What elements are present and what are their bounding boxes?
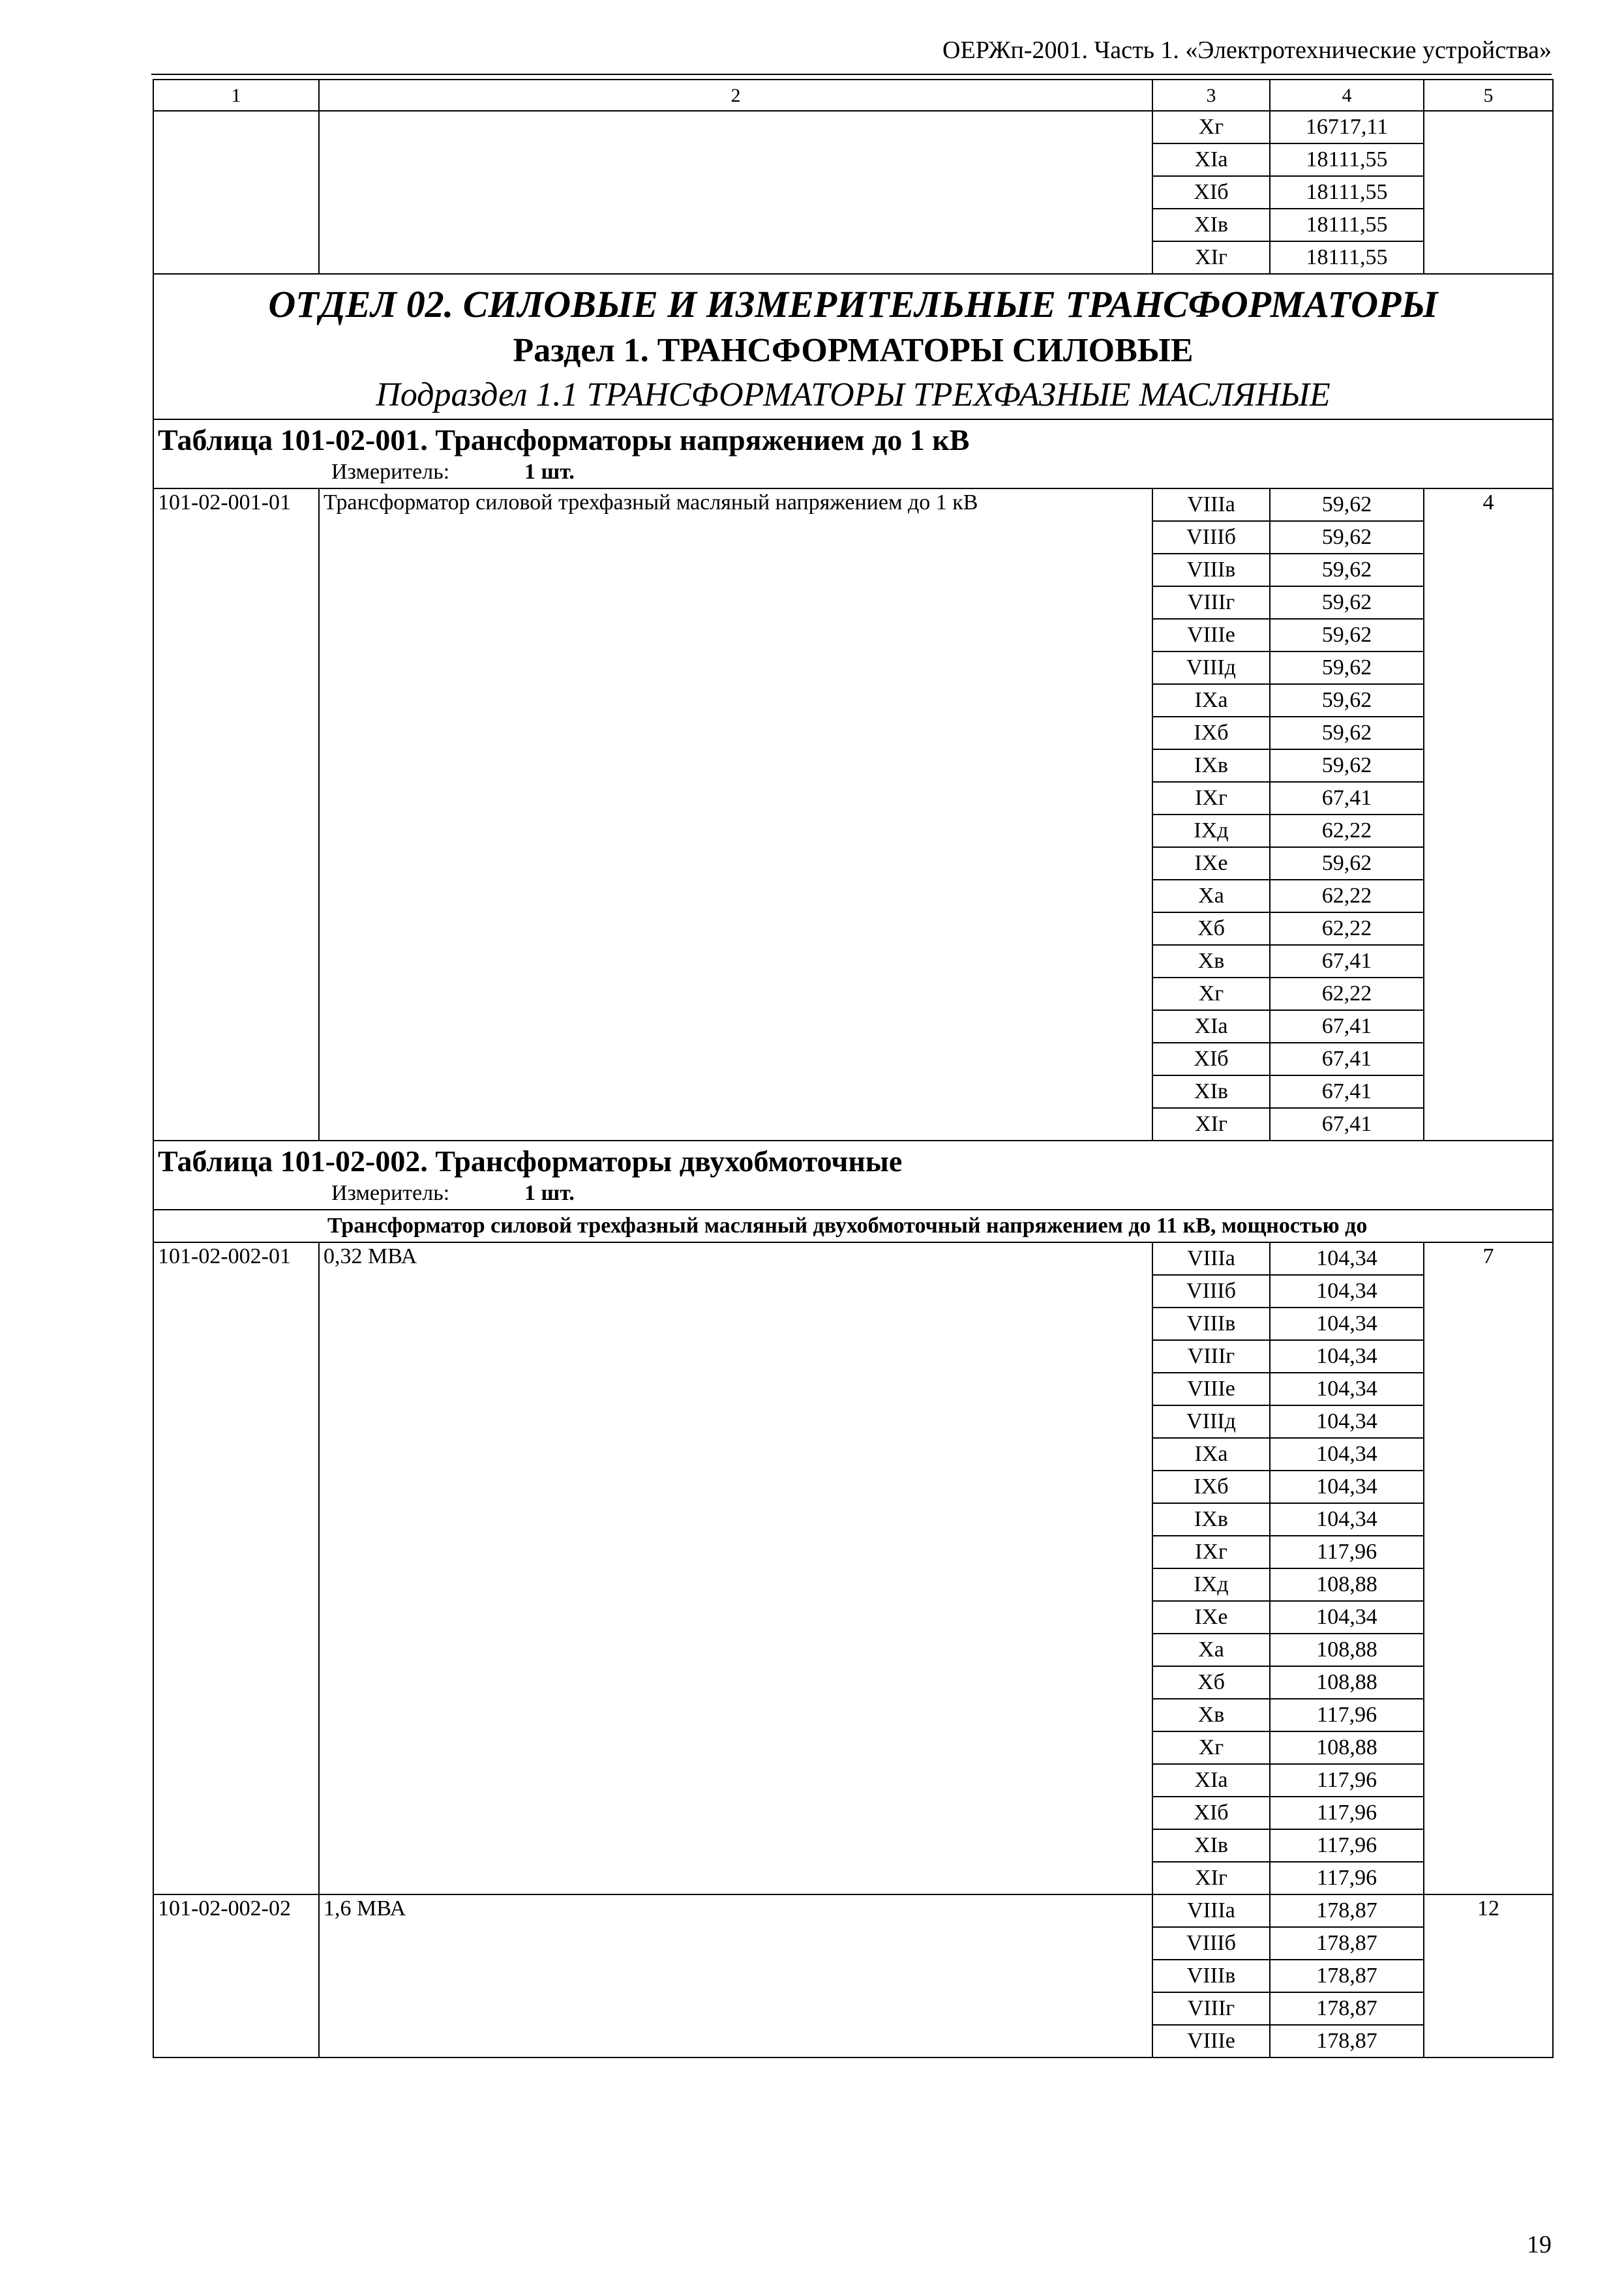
zone-cell: IXв — [1152, 749, 1270, 782]
value-cell: 117,96 — [1270, 1764, 1424, 1797]
value-cell: 59,62 — [1270, 586, 1424, 619]
value-cell: 104,34 — [1270, 1503, 1424, 1536]
value-cell: 18111,55 — [1270, 176, 1424, 209]
zone-cell: VIIIа — [1152, 1242, 1270, 1275]
zone-cell: VIIIд — [1152, 651, 1270, 684]
zone-cell: VIIIб — [1152, 521, 1270, 554]
subsection-title: Подраздел 1.1 ТРАНСФОРМАТОРЫ ТРЕХФАЗНЫЕ МАСЛЯНЫЕ — [376, 376, 1331, 413]
item-code: 101-02-002-02 — [153, 1894, 319, 2057]
zone-cell: VIIIд — [1152, 1405, 1270, 1438]
zone-cell: Xа — [1152, 880, 1270, 912]
measure-line — [158, 456, 1548, 488]
column-number: 5 — [1424, 80, 1553, 111]
zone-cell: Xб — [1152, 1666, 1270, 1699]
value-cell: 104,34 — [1270, 1373, 1424, 1405]
item-description: 0,32 МВА — [319, 1242, 1152, 1894]
zone-cell: XIа — [1152, 143, 1270, 176]
zone-cell: VIIIг — [1152, 586, 1270, 619]
value-cell: 67,41 — [1270, 945, 1424, 978]
value-cell: 59,62 — [1270, 847, 1424, 880]
zone-cell: VIIIг — [1152, 1340, 1270, 1373]
column-number: 3 — [1152, 80, 1270, 111]
value-cell: 67,41 — [1270, 1108, 1424, 1141]
table-row — [153, 1894, 1553, 1927]
zone-cell: VIIIа — [1152, 1894, 1270, 1927]
value-cell: 59,62 — [1270, 717, 1424, 749]
zone-cell: XIб — [1152, 176, 1270, 209]
zone-cell: IXд — [1152, 1568, 1270, 1601]
zone-cell: VIIIе — [1152, 1373, 1270, 1405]
zone-cell: VIIIв — [1152, 1308, 1270, 1340]
value-cell: 59,62 — [1270, 521, 1424, 554]
zone-cell: VIIIе — [1152, 619, 1270, 651]
item-code: 101-02-002-01 — [153, 1242, 319, 1894]
measure-label: Измеритель: — [331, 1181, 450, 1206]
zone-cell: IXб — [1152, 1471, 1270, 1503]
zone-cell: Xа — [1152, 1634, 1270, 1666]
zone-cell: IXб — [1152, 717, 1270, 749]
table-title-cell — [153, 419, 1553, 488]
value-cell: 108,88 — [1270, 1666, 1424, 1699]
description-cell-empty — [319, 111, 1152, 274]
table-row — [153, 1242, 1553, 1275]
zone-cell: IXе — [1152, 1601, 1270, 1634]
value-cell: 178,87 — [1270, 1894, 1424, 1927]
measure-value: 1 шт. — [524, 1181, 575, 1206]
zone-cell: XIв — [1152, 1075, 1270, 1108]
group-header-row — [153, 1210, 1553, 1242]
zone-cell: XIа — [1152, 1010, 1270, 1043]
table-title-row — [153, 419, 1553, 488]
zone-cell: IXа — [1152, 1438, 1270, 1471]
zone-cell: XIг — [1152, 1108, 1270, 1141]
zone-cell: IXд — [1152, 815, 1270, 847]
value-cell: 18111,55 — [1270, 143, 1424, 176]
zone-cell: VIIIг — [1152, 1992, 1270, 2025]
page-number: 19 — [1527, 2231, 1552, 2258]
zone-cell: VIIIв — [1152, 1960, 1270, 1992]
item-price: 7 — [1424, 1242, 1553, 1894]
value-cell: 104,34 — [1270, 1405, 1424, 1438]
value-cell: 67,41 — [1270, 782, 1424, 815]
item-description: Трансформатор силовой трехфазный масляный напряжением до 1 кВ — [319, 488, 1152, 1141]
value-cell: 178,87 — [1270, 1927, 1424, 1960]
heading-row — [153, 274, 1553, 419]
value-cell: 117,96 — [1270, 1797, 1424, 1829]
value-cell: 108,88 — [1270, 1568, 1424, 1601]
column-number: 2 — [319, 80, 1152, 111]
zone-cell: XIб — [1152, 1797, 1270, 1829]
column-number-row — [153, 80, 1553, 111]
zone-cell: IXв — [1152, 1503, 1270, 1536]
zone-cell: IXг — [1152, 1536, 1270, 1568]
value-cell: 104,34 — [1270, 1242, 1424, 1275]
value-cell: 62,22 — [1270, 978, 1424, 1010]
carryover-row — [153, 111, 1553, 143]
value-cell: 59,62 — [1270, 684, 1424, 717]
header-divider — [151, 74, 1552, 75]
heading-block — [153, 274, 1553, 419]
value-cell: 18111,55 — [1270, 209, 1424, 241]
value-cell: 104,34 — [1270, 1601, 1424, 1634]
value-cell: 16717,11 — [1270, 111, 1424, 143]
zone-cell: Xв — [1152, 1699, 1270, 1731]
zone-cell: VIIIб — [1152, 1927, 1270, 1960]
value-cell: 117,96 — [1270, 1699, 1424, 1731]
zone-cell: Xг — [1152, 978, 1270, 1010]
group-header: Трансформатор силовой трехфазный масляный двухобмоточный напряжением до 11 кВ, мощностью до — [153, 1210, 1553, 1242]
page-header: ОЕРЖп-2001. Часть 1. «Электротехнические устройства» — [942, 37, 1552, 64]
measure-line — [158, 1178, 1548, 1209]
column-number: 1 — [153, 80, 319, 111]
zone-cell: XIг — [1152, 1862, 1270, 1894]
table-title-row — [153, 1141, 1553, 1210]
department-title: ОТДЕЛ 02. СИЛОВЫЕ И ИЗМЕРИТЕЛЬНЫЕ ТРАНСФОРМАТОРЫ — [268, 283, 1438, 325]
zone-cell: VIIIе — [1152, 2025, 1270, 2057]
zone-cell: XIа — [1152, 1764, 1270, 1797]
zone-cell: VIIIв — [1152, 554, 1270, 586]
value-cell: 178,87 — [1270, 1992, 1424, 2025]
zone-cell: Xг — [1152, 111, 1270, 143]
zone-cell: XIв — [1152, 1829, 1270, 1862]
zone-cell: VIIIа — [1152, 488, 1270, 521]
rates-table — [153, 79, 1554, 2058]
value-cell: 104,34 — [1270, 1275, 1424, 1308]
zone-cell: XIб — [1152, 1043, 1270, 1075]
measure-label: Измеритель: — [331, 460, 450, 485]
value-cell: 62,22 — [1270, 880, 1424, 912]
column-number: 4 — [1270, 80, 1424, 111]
value-cell: 117,96 — [1270, 1829, 1424, 1862]
value-cell: 67,41 — [1270, 1043, 1424, 1075]
value-cell: 104,34 — [1270, 1471, 1424, 1503]
value-cell: 178,87 — [1270, 1960, 1424, 1992]
value-cell: 67,41 — [1270, 1075, 1424, 1108]
zone-cell: XIв — [1152, 209, 1270, 241]
table-title: Таблица 101-02-002. Трансформаторы двухобмоточные — [158, 1144, 903, 1178]
zone-cell: IXг — [1152, 782, 1270, 815]
zone-cell: Xг — [1152, 1731, 1270, 1764]
value-cell: 59,62 — [1270, 488, 1424, 521]
item-description: 1,6 МВА — [319, 1894, 1152, 2057]
measure-value: 1 шт. — [524, 460, 575, 485]
table-title-cell — [153, 1141, 1553, 1210]
value-cell: 59,62 — [1270, 554, 1424, 586]
value-cell: 59,62 — [1270, 749, 1424, 782]
section-title: Раздел 1. ТРАНСФОРМАТОРЫ СИЛОВЫЕ — [513, 332, 1194, 370]
value-cell: 104,34 — [1270, 1308, 1424, 1340]
item-code: 101-02-001-01 — [153, 488, 319, 1141]
value-cell: 117,96 — [1270, 1536, 1424, 1568]
value-cell: 117,96 — [1270, 1862, 1424, 1894]
zone-cell: IXа — [1152, 684, 1270, 717]
table-title: Таблица 101-02-001. Трансформаторы напряжением до 1 кВ — [158, 423, 970, 456]
zone-cell: Xб — [1152, 912, 1270, 945]
zone-cell: Xв — [1152, 945, 1270, 978]
price-cell-empty — [1424, 111, 1553, 274]
item-price: 12 — [1424, 1894, 1553, 2057]
zone-cell: IXе — [1152, 847, 1270, 880]
item-price: 4 — [1424, 488, 1553, 1141]
zone-cell: XIг — [1152, 241, 1270, 274]
zone-cell: VIIIб — [1152, 1275, 1270, 1308]
value-cell: 59,62 — [1270, 651, 1424, 684]
value-cell: 67,41 — [1270, 1010, 1424, 1043]
table-row — [153, 488, 1553, 521]
code-cell-empty — [153, 111, 319, 274]
value-cell: 178,87 — [1270, 2025, 1424, 2057]
value-cell: 18111,55 — [1270, 241, 1424, 274]
value-cell: 104,34 — [1270, 1438, 1424, 1471]
value-cell: 59,62 — [1270, 619, 1424, 651]
value-cell: 108,88 — [1270, 1731, 1424, 1764]
value-cell: 62,22 — [1270, 815, 1424, 847]
value-cell: 108,88 — [1270, 1634, 1424, 1666]
value-cell: 62,22 — [1270, 912, 1424, 945]
value-cell: 104,34 — [1270, 1340, 1424, 1373]
